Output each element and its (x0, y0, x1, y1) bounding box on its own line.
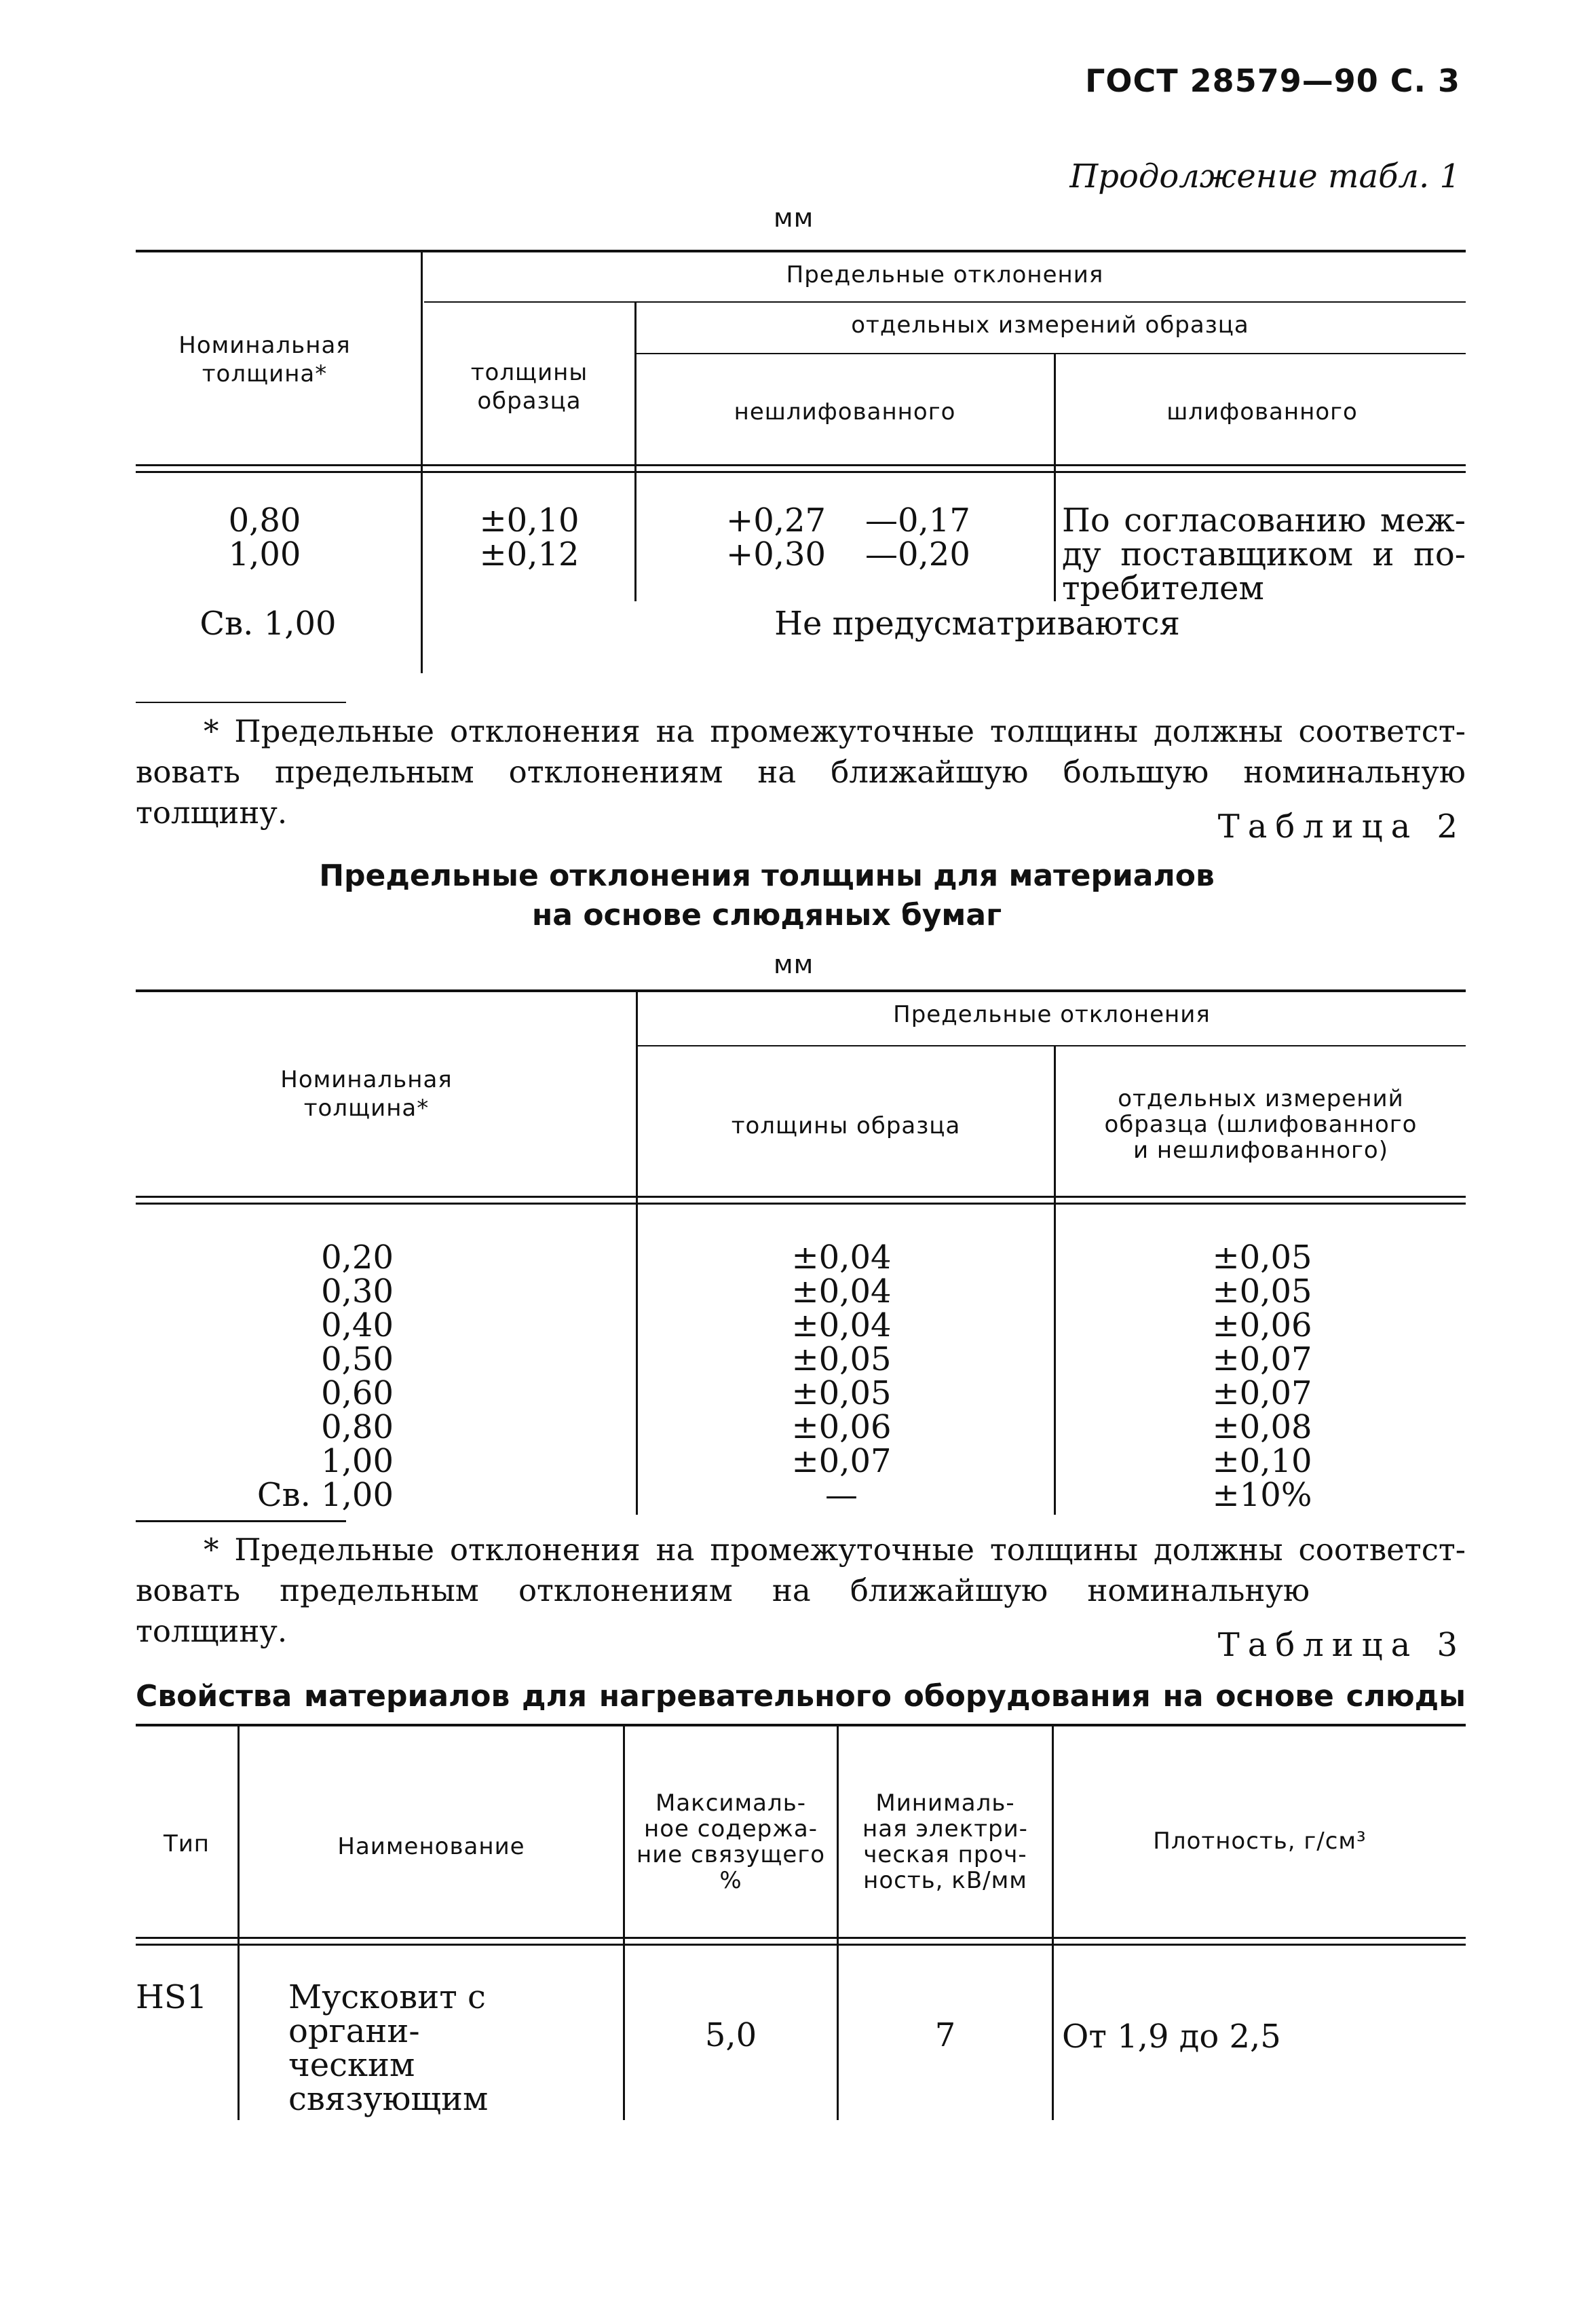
table2-head-deviations: Предельные отклонения (893, 1001, 1211, 1028)
name-line: ческим связующим (288, 2046, 489, 2118)
table1-nominal-column (197, 504, 332, 571)
table1-head-ground: шлифованного (1166, 398, 1358, 426)
head-line: ное содержа- (644, 1815, 818, 1843)
table-cell: ±0,10 (1212, 1442, 1312, 1480)
table2-head-nominal: Номинальная толщина* (280, 1066, 453, 1122)
table3-top-rule (136, 1724, 1466, 1726)
table-cell: ±0,04 (791, 1272, 892, 1310)
table3-head-type: Тип (163, 1830, 210, 1857)
table-cell: ±0,05 (791, 1340, 892, 1378)
table-cell: ±0,07 (1212, 1374, 1312, 1412)
table1-head-nominal: Номинальная толщина* (178, 332, 351, 388)
table-cell: ±0,08 (1212, 1408, 1312, 1446)
footnote-line: * Предельные отклонения на промежуточные толщины должны соответст- (204, 713, 1466, 749)
table-cell: +0,27 (726, 502, 826, 540)
table-cell: 0,20 (321, 1239, 394, 1277)
table-cell: ±0,10 (479, 502, 580, 540)
table2-title (136, 856, 1466, 935)
table1-head-thickness: толщины образца (470, 359, 588, 415)
table-cell: ±0,05 (1212, 1239, 1312, 1277)
table1-unit: мм (774, 203, 814, 233)
table2-head-individual (1056, 1086, 1466, 1163)
footnote-line: * Предельные отклонения на промежуточные толщины должны соответст- (204, 1532, 1466, 1568)
table1-head-deviations: Предельные отклонения (786, 261, 1104, 288)
page-header: ГОСТ 28579—90 С. 3 (1085, 62, 1460, 99)
head-line: ческая проч- (863, 1841, 1027, 1868)
table2-nominal-column (224, 1241, 394, 1512)
table3-row-type: HS1 (136, 1978, 208, 2016)
table3-head-rule (136, 1937, 1466, 1939)
table-cell: Св. 1,00 (256, 1476, 394, 1514)
table2-individual-column (1194, 1241, 1330, 1512)
table-cell: —0,20 (865, 535, 970, 573)
table-cell: ±0,07 (1212, 1340, 1312, 1378)
note-line: требителем (1062, 569, 1264, 607)
note-line: По согласованию меж- (1062, 502, 1466, 540)
continuation-label: Продолжение табл. 1 (1069, 157, 1460, 195)
table-cell: ±10% (1212, 1476, 1312, 1514)
table1-plus-column (726, 504, 835, 571)
head-line: Максималь- (655, 1790, 807, 1817)
table-cell: 0,60 (321, 1374, 394, 1412)
table-cell: ±0,06 (1212, 1306, 1312, 1344)
table-cell: 0,80 (228, 502, 301, 540)
table1-last-text: Не предусматриваются (774, 605, 1180, 643)
table-cell: 0,30 (321, 1272, 394, 1310)
table1-minus-column (865, 504, 974, 571)
table-cell: 1,00 (228, 535, 301, 573)
table1-head-unground: нешлифованного (734, 398, 956, 426)
table1-ground-note (1062, 504, 1466, 605)
table1-head-rule (136, 464, 1466, 466)
table2-bottom-rule (136, 1520, 346, 1522)
table-cell: ±0,12 (479, 535, 580, 573)
head-line: Минималь- (875, 1790, 1015, 1817)
table2-thickness-column (774, 1241, 909, 1512)
note-line: ду поставщиком и по- (1062, 535, 1466, 573)
table-cell: — (825, 1476, 858, 1514)
title-line: на основе слюдяных бумаг (531, 898, 1002, 932)
table2-unit: мм (774, 949, 814, 979)
footnote-rule (136, 702, 346, 703)
title-line: Предельные отклонения толщины для материалов (319, 858, 1215, 893)
footnote-line: вовать предельным отклонениям на ближайшую номинальную толщину. (136, 1572, 1310, 1649)
head-line: % (719, 1867, 742, 1894)
table2-label: Таблица 2 (1217, 808, 1466, 846)
name-line: Мусковит с органи- (288, 1978, 486, 2050)
table2-top-rule (136, 989, 1466, 992)
table3-label: Таблица 3 (1217, 1626, 1466, 1664)
head-line: ная электри- (862, 1815, 1028, 1843)
table-cell: ±0,04 (791, 1239, 892, 1277)
head-line: образца (шлифованного (1104, 1111, 1418, 1138)
table-cell: 0,40 (321, 1306, 394, 1344)
table3-head-strength (839, 1790, 1052, 1893)
table-cell: ±0,05 (1212, 1272, 1312, 1310)
table-cell: ±0,05 (791, 1374, 892, 1412)
table1-head-individual: отдельных измерений образца (851, 311, 1249, 339)
table1-top-rule (136, 250, 1466, 252)
table2-head-thickness: толщины образца (731, 1112, 961, 1139)
table3-title: Свойства материалов для нагревательного оборудования на основе слюды (136, 1679, 1466, 1714)
table3-row-name (288, 1980, 614, 2116)
table-cell: 0,80 (321, 1408, 394, 1446)
table-cell: ±0,04 (791, 1306, 892, 1344)
footnote-line: вовать предельным отклонениям на ближайшую большую номинальную толщину. (136, 754, 1466, 831)
head-line: и нешлифованного) (1133, 1137, 1388, 1164)
table-cell: 0,50 (321, 1340, 394, 1378)
table-cell: +0,30 (726, 535, 826, 573)
head-line: ние связущего (636, 1841, 826, 1868)
table-cell: —0,17 (865, 502, 970, 540)
head-line: отдельных измерений (1118, 1085, 1404, 1112)
table-cell: 1,00 (321, 1442, 394, 1480)
table-cell: ±0,07 (791, 1442, 892, 1480)
head-line: ность, кВ/мм (863, 1867, 1027, 1894)
table-cell: ±0,06 (791, 1408, 892, 1446)
table2-head-rule (136, 1196, 1466, 1198)
table3-row-strength: 7 (934, 2016, 956, 2054)
table1-last-nominal: Св. 1,00 (200, 605, 337, 643)
table3-head-name: Наименование (337, 1833, 525, 1860)
table1-thickness-column (461, 504, 597, 571)
table3-head-density: Плотность, г/см³ (1153, 1828, 1367, 1855)
table3-row-binder: 5,0 (704, 2016, 757, 2054)
table3-row-density: От 1,9 до 2,5 (1062, 2018, 1281, 2056)
table3-head-binder (625, 1790, 837, 1893)
